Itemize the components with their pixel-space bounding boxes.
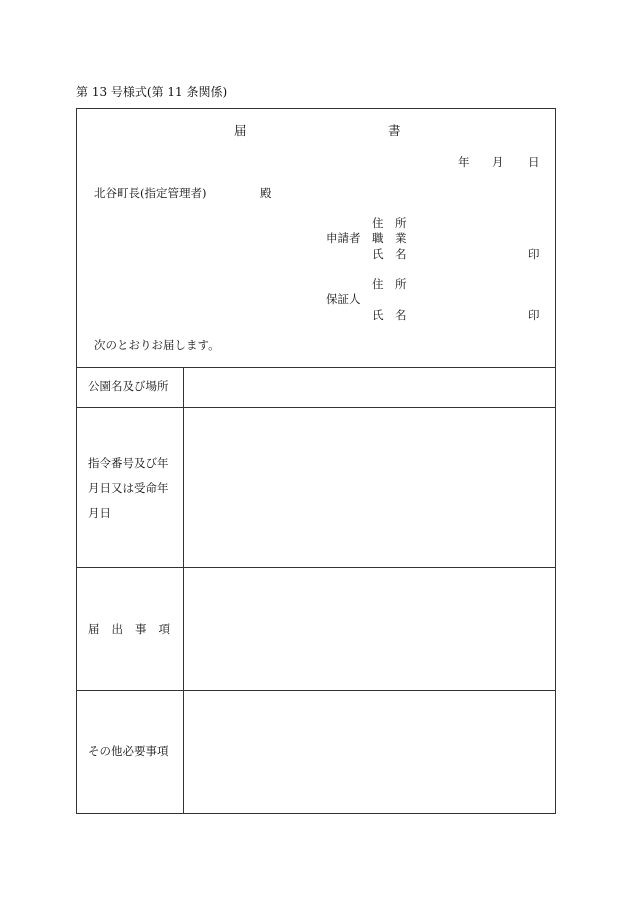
statement: 次のとおりお届します。 [94,338,220,352]
guarantor-address-label: 住 所 [372,277,407,291]
form-title-right: 書 [388,123,401,138]
addressee-suffix: 殿 [260,186,272,200]
table-column-divider [183,367,184,814]
row-value-order[interactable] [190,415,550,555]
form-number: 第 13 号様式(第 11 条関係) [76,85,228,99]
row-label-other: その他必要事項 [88,744,169,758]
row-value-other[interactable] [190,698,550,806]
applicant-role: 申請者 [326,231,361,245]
row-label-order-line3: 月日 [88,506,111,520]
row-value-park[interactable] [190,381,550,401]
row-label-order-line1: 指令番号及び年 [88,456,169,470]
row-label-park: 公園名及び場所 [88,379,169,393]
table-divider-3 [76,690,556,691]
table-divider-2 [76,567,556,568]
row-value-notification[interactable] [190,575,550,683]
form-title-left: 届 [234,123,247,138]
table-divider-top [76,367,556,368]
applicant-seal: 印 [528,247,540,261]
applicant-name-label: 氏 名 [372,247,407,261]
guarantor-role: 保証人 [326,292,361,306]
row-label-notification: 届出事項 [88,622,182,636]
date-year-label: 年 [458,155,470,169]
table-divider-1 [76,407,556,408]
date-day-label: 日 [528,155,540,169]
applicant-address-label: 住 所 [372,216,407,230]
addressee: 北谷町長(指定管理者) [94,186,207,200]
guarantor-name-label: 氏 名 [372,308,407,322]
row-label-order-line2: 月日又は受命年 [88,481,169,495]
date-month-label: 月 [492,155,504,169]
guarantor-seal: 印 [528,308,540,322]
applicant-occupation-label: 職 業 [372,231,407,245]
